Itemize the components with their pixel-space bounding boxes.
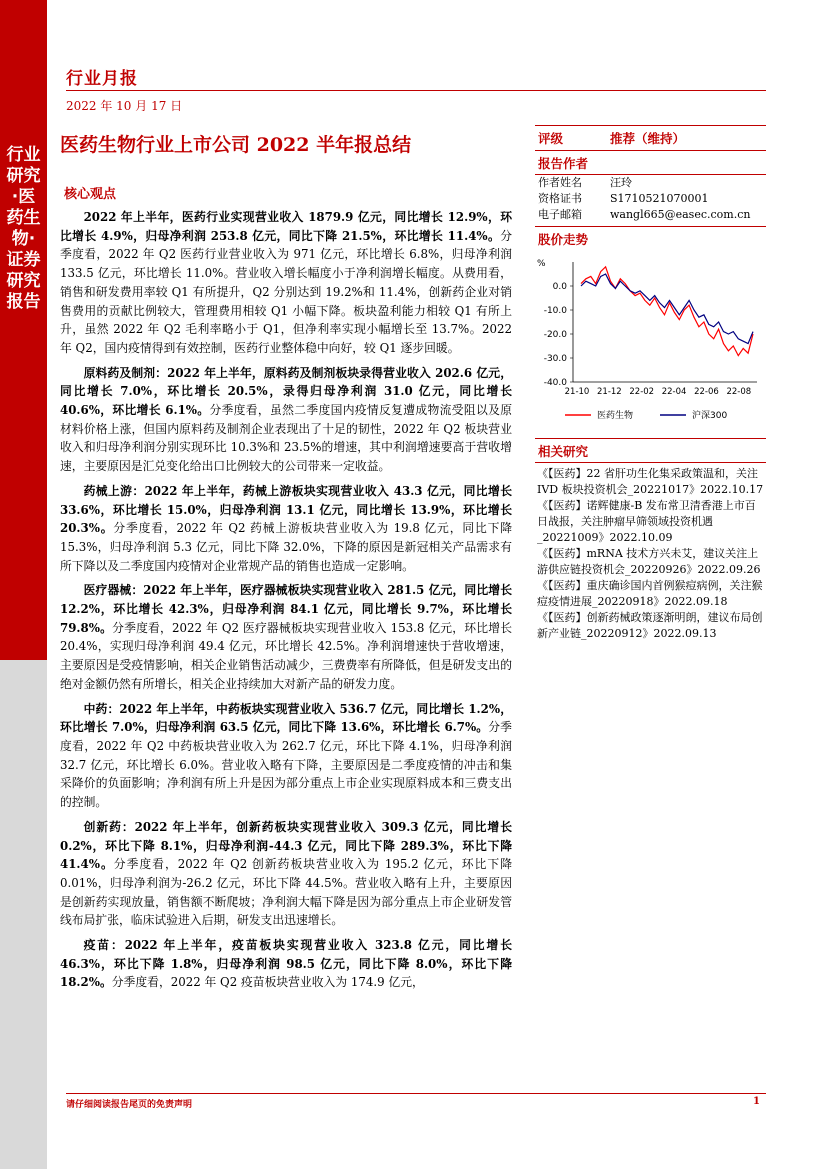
y-axis-unit: % (537, 259, 546, 269)
series-line-pharma (581, 267, 753, 356)
left-band-label: 行业研究·医药生物·证券研究报告 (6, 145, 41, 312)
y-tick-label: -20.0 (543, 330, 567, 340)
paragraph-text: 分季度看，2022 年 Q2 医疗器械板块实现营业收入 153.8 亿元，环比增长 20.4%，实现归母净利润 49.4 亿元，环比增长 42.5%。净利润增速快于营收增速，主要原因是受疫情影响，相关企业销售活动减少，三费费率有所降低，但是研发支出的绝对金额仍然有所增长，相关企业持续加大对新产品的研发力度。 (60, 620, 512, 691)
sidebar-divider (535, 462, 766, 463)
footer-divider (66, 1093, 766, 1094)
paragraph (60, 208, 512, 358)
info-value: 汪玲 (610, 176, 632, 189)
author-cert-row (535, 191, 766, 207)
rating-label: 评级 (538, 131, 564, 146)
price-chart (535, 250, 766, 438)
paragraph-lead: 医疗器械：2022 年上半年，医疗器械板块实现营业收入 281.5 亿元，同比增长 12.2%，环比增长 42.3%，归母净利润 84.1 亿元，同比增长 9.7%，环比增长 79.8%。 (60, 583, 512, 635)
price-chart-svg (535, 250, 766, 438)
report-type: 行业月报 (66, 69, 138, 89)
legend-label: 沪深300 (692, 411, 728, 421)
paragraph-text: 分季度看，2022 年 Q2 创新药板块营业收入为 195.2 亿元，环比下降 0.01%，归母净利润为-26.2 亿元，环比下降 44.5%。营业收入略有上升，主要原因是创新药实现放量，销售额不断爬坡；净利润大幅下降是因为部分重点上市企业研发管线布局扩张，临床试验进入后期，研发支出迅速增长。 (60, 857, 512, 928)
related-heading: 相关研究 (538, 444, 589, 459)
x-tick-label: 21-10 (564, 387, 590, 397)
left-band-grey (0, 660, 47, 1169)
author-name-row (535, 175, 766, 191)
related-item[interactable]: 《【医药】创新药械政策逐渐明朗，建议布局创新产业链_20220912》2022.09.13 (537, 611, 763, 640)
info-value[interactable]: wangl665@easec.com.cn (610, 208, 751, 221)
x-tick-label: 22-06 (694, 387, 719, 397)
related-item[interactable]: 《【医药】mRNA 技术方兴未艾，建议关注上游供应链投资机会_20220926》2022.09.26 (537, 547, 761, 576)
rating-value: 推荐（维持） (610, 131, 686, 146)
sidebar (535, 125, 766, 642)
paragraph (60, 364, 512, 476)
paragraph (60, 482, 512, 576)
page-number: 1 (753, 1096, 760, 1107)
info-label: 资格证书 (538, 192, 582, 205)
x-tick-label: 22-04 (661, 387, 687, 397)
paragraph-text: 分季度看，2022 年 Q2 疫苗板块营业收入为 174.9 亿元， (111, 975, 424, 990)
legend-label: 医药生物 (597, 411, 634, 421)
main-body (60, 208, 512, 998)
x-tick-label: 22-08 (726, 387, 752, 397)
y-tick-label: -30.0 (543, 354, 567, 364)
header-divider (66, 90, 766, 91)
y-tick-label: -10.0 (543, 306, 567, 316)
rating-row (535, 126, 766, 151)
left-band-red (0, 0, 47, 660)
paragraph (60, 818, 512, 930)
paragraph-lead: 中药：2022 年上半年，中药板块实现营业收入 536.7 亿元，同比增长 1.2%，环比增长 7.0%，归母净利润 63.5 亿元，同比下降 13.6%，环比增长 6.7%。 (60, 701, 512, 735)
x-tick-label: 22-02 (629, 387, 655, 397)
core-view-heading: 核心观点 (64, 187, 117, 202)
author-email-row (535, 207, 766, 223)
x-tick-label: 21-12 (597, 387, 622, 397)
paragraph-text: 分季度看，2022 年 Q2 中药板块营业收入为 262.7 亿元，环比下降 4.1%，归母净利润 32.7 亿元，环比增长 6.0%。营业收入略有下降，主要原因是二季度疫情的冲击和集采降价的负面影响；净利润有所上升是因为部分重点上市企业实现原料成本和三费支出的控制。 (60, 720, 512, 810)
info-label: 作者姓名 (538, 176, 582, 189)
info-value: S1710521070001 (610, 192, 709, 205)
paragraph (60, 936, 512, 992)
paragraph-lead: 药械上游：2022 年上半年，药械上游板块实现营业收入 43.3 亿元，同比增长 33.6%，环比增长 15.0%，归母净利润 13.1 亿元，同比增长 13.9%，环比增长 20.3%。 (60, 483, 512, 536)
paragraph-lead: 原料药及制剂：2022 年上半年，原料药及制剂板块录得营业收入 202.6 亿元，同比增长 7.0%，环比增长 20.5%，录得归母净利润 31.0 亿元，同比增长 40.6%，环比增长 6.1%。 (60, 365, 512, 418)
paragraph-text: 分季度看，虽然二季度国内疫情反复遭成物流受阻以及原材料价格上涨，但国内原料药及制剂企业表现出了十足的韧性，2022 年 Q2 板块营业收入和归母净利润分别实现环比 10.3%和 23.5%的增速，其中利润增速要高于营收增速，主要原因是汇兑变化给出口比例较大的公司带来一定收益。 (60, 403, 512, 474)
related-item[interactable]: 《【医药】重庆确诊国内首例猴痘病例，关注猴痘疫情进展_20220918》2022.09.18 (537, 579, 763, 608)
paragraph-lead: 创新药：2022 年上半年，创新药板块实现营业收入 309.3 亿元，同比增长 0.2%，环比下降 8.1%，归母净利润-44.3 亿元，同比下降 289.3%，环比下降 41.4%。 (60, 819, 512, 872)
paragraph-lead: 2022 年上半年，医药行业实现营业收入 1879.9 亿元，同比增长 12.9%，环比增长 4.9%，归母净利润 253.8 亿元，同比下降 21.5%，环比增长 11.4%。 (60, 210, 512, 243)
author-heading: 报告作者 (538, 156, 589, 171)
chart-heading: 股价走势 (538, 232, 589, 247)
paragraph-text: 分季度看，2022 年 Q2 医药行业营业收入为 971 亿元，环比增长 6.8%，归母净利润 133.5 亿元，环比增长 11.0%。营业收入增长幅度小于净利润增长幅度。从费用看，销售和研发费用率较 Q1 有所提升，Q2 分别达到 19.2%和 11.4%，创新药企业对销售费用的贡献比例较大，管理费用相较 Q1 小幅下降。板块盈利能力相较 Q1 有所上升，虽然 2022 年 Q2 毛利率略小于 Q1，但净利率实现小幅增长至 13.7%。2022 年 Q2，国内疫情得到有效控制，医药行业整体稳中向好，较 Q1 逐步回暖。 (60, 228, 512, 355)
y-tick-label: -40.0 (543, 378, 567, 388)
paragraph (60, 581, 512, 693)
related-item[interactable]: 《【医药】诺辉健康-B 发布常卫清香港上市百日战报，关注肿瘤早筛领域投资机遇_20221009》2022.10.09 (537, 499, 756, 544)
paragraph (60, 700, 512, 812)
paragraph-lead: 疫苗：2022 年上半年，疫苗板块实现营业收入 323.8 亿元，同比增长 46.3%，环比下降 1.8%，归母净利润 98.5 亿元，同比下降 8.0%，环比下降 18.2%。 (60, 938, 512, 990)
info-label: 电子邮箱 (538, 208, 582, 221)
paragraph-text: 分季度看，2022 年 Q2 药械上游板块营业收入为 19.8 亿元，同比下降 15.3%，归母净利润 5.3 亿元，同比下降 32.0%，下降的原因是新冠相关产品需求有所下降以及二季度国内疫情对企业常规产品的销售也造成一定影响。 (60, 521, 512, 573)
y-tick-label: 0.0 (552, 282, 567, 292)
report-date: 2022 年 10 月 17 日 (66, 99, 183, 113)
disclaimer-note: 请仔细阅读报告尾页的免责声明 (66, 1100, 193, 1110)
related-item[interactable]: 《【医药】22 省肝功生化集采政策温和，关注 IVD 板块投资机会_20221017》2022.10.17 (537, 467, 764, 496)
page-title: 医药生物行业上市公司 2022 半年报总结 (60, 134, 412, 156)
